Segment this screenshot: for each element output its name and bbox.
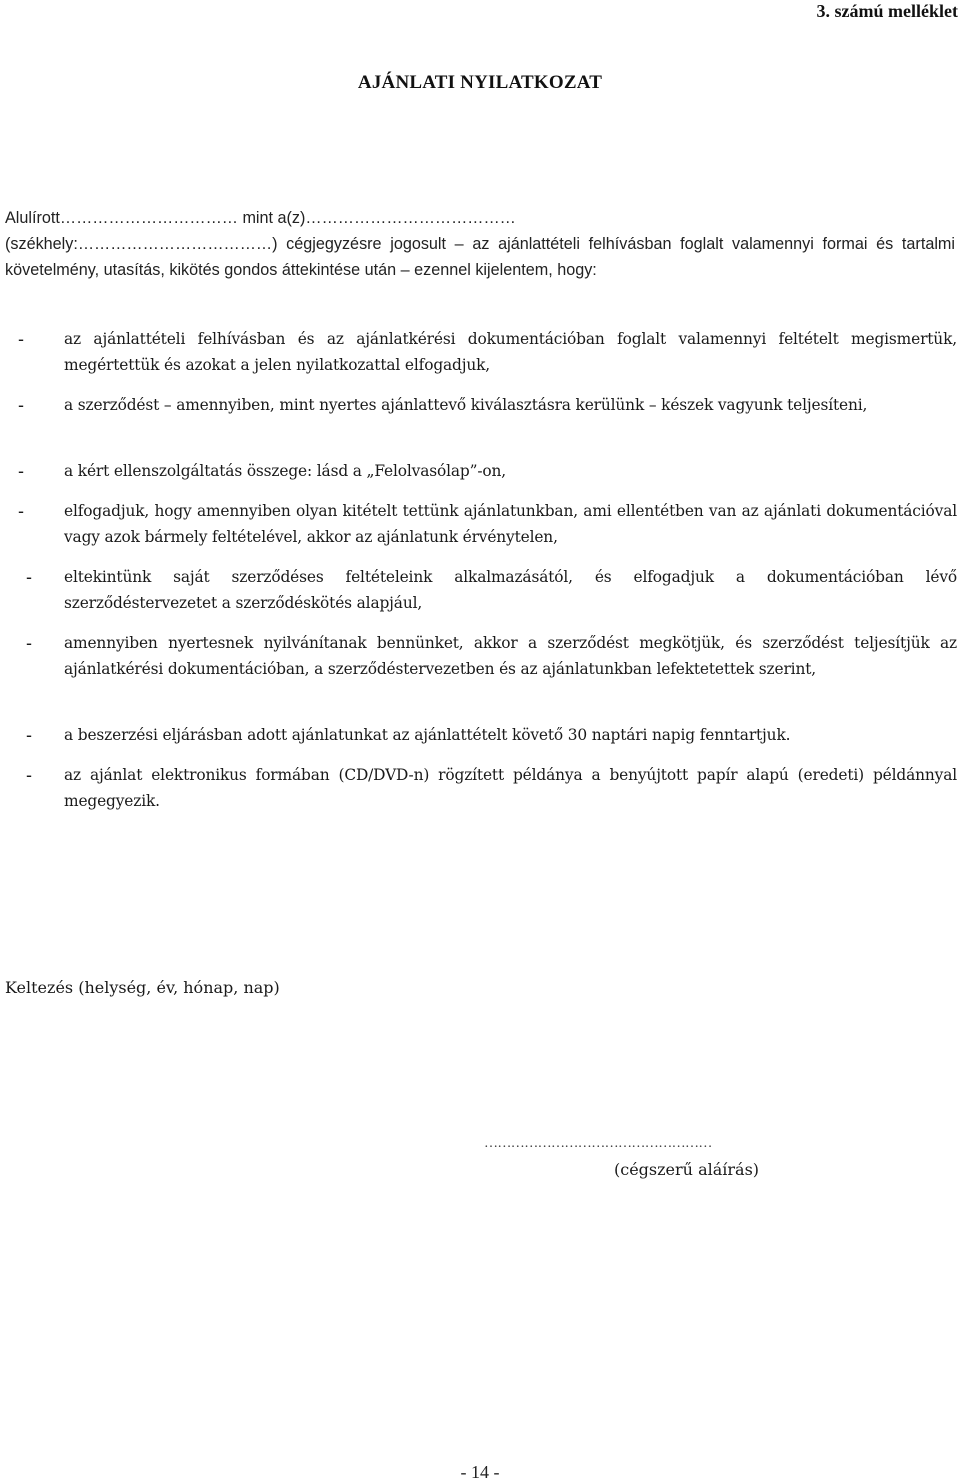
list-dash: - xyxy=(18,395,24,415)
list-dash: - xyxy=(26,725,32,745)
statement-text: a szerződést – amennyiben, mint nyertes ajánlattevő kiválasztásra kerülünk – készek vagyunk teljesíteni, xyxy=(64,396,868,414)
list-dash: - xyxy=(18,329,24,349)
statement-text: amennyiben nyertesnek nyilvánítanak bennünket, akkor a szerződést megkötjük, és szerződést teljesítjük az ajánlatkérési dokumentációban, a szerződéstervezetben és az ajánlatunkban lefektetettek szerint, xyxy=(64,634,957,678)
list-dash: - xyxy=(18,461,24,481)
signature-line: …………………………………………… xyxy=(484,1136,712,1151)
statement-text: a kért ellenszolgáltatás összege: lásd a „Felolvasólap”-on, xyxy=(64,462,506,480)
intro-paragraph xyxy=(5,205,955,283)
statement-text: az ajánlat elektronikus formában (CD/DVD-n) rögzített példánya a benyújtott papír alapú (eredeti) példánnyal megegyezik. xyxy=(64,766,957,810)
statement-text: eltekintünk saját szerződéses feltételeink alkalmazásától, és elfogadjuk a dokumentációban lévő szerződéstervezetet a szerződéskötés alapjául, xyxy=(64,568,957,612)
statement-text: a beszerzési eljárásban adott ajánlatunkat az ajánlattételt követő 30 naptári napig fenntartjuk. xyxy=(64,726,791,744)
document-title: AJÁNLATI NYILATKOZAT xyxy=(357,72,603,93)
list-dash: - xyxy=(26,633,32,653)
intro-signatory-line: Alulírott…………………………… mint a(z)………………………………… xyxy=(5,209,516,227)
annex-label: 3. számú melléklet xyxy=(816,1,958,21)
list-dash: - xyxy=(18,501,24,521)
list-dash: - xyxy=(26,765,32,785)
signature-label: (cégszerű aláírás) xyxy=(614,1160,760,1179)
page-number: - 14 - xyxy=(460,1462,500,1482)
statement-text: az ajánlattételi felhívásban és az ajánlatkérési dokumentációban foglalt valamennyi feltételt megismertük, megértettük és azokat a jelen nyilatkozattal elfogadjuk, xyxy=(64,330,957,374)
date-label: Keltezés (helység, év, hónap, nap) xyxy=(5,978,280,997)
statement-text: elfogadjuk, hogy amennyiben olyan kitételt tettünk ajánlatunkban, ami ellentétben van az ajánlati dokumentációval vagy azok bármely feltételével, akkor az ajánlatunk érvénytelen, xyxy=(64,502,957,546)
list-dash: - xyxy=(26,567,32,587)
intro-declaration-text: (székhely:………………………………) cégjegyzésre jogosult – az ajánlattételi felhívásban foglalt valamennyi formai és tartalmi követelmény, utasítás, kikötés gondos áttekintése után – ezennel kijelentem, hogy: xyxy=(5,235,955,279)
